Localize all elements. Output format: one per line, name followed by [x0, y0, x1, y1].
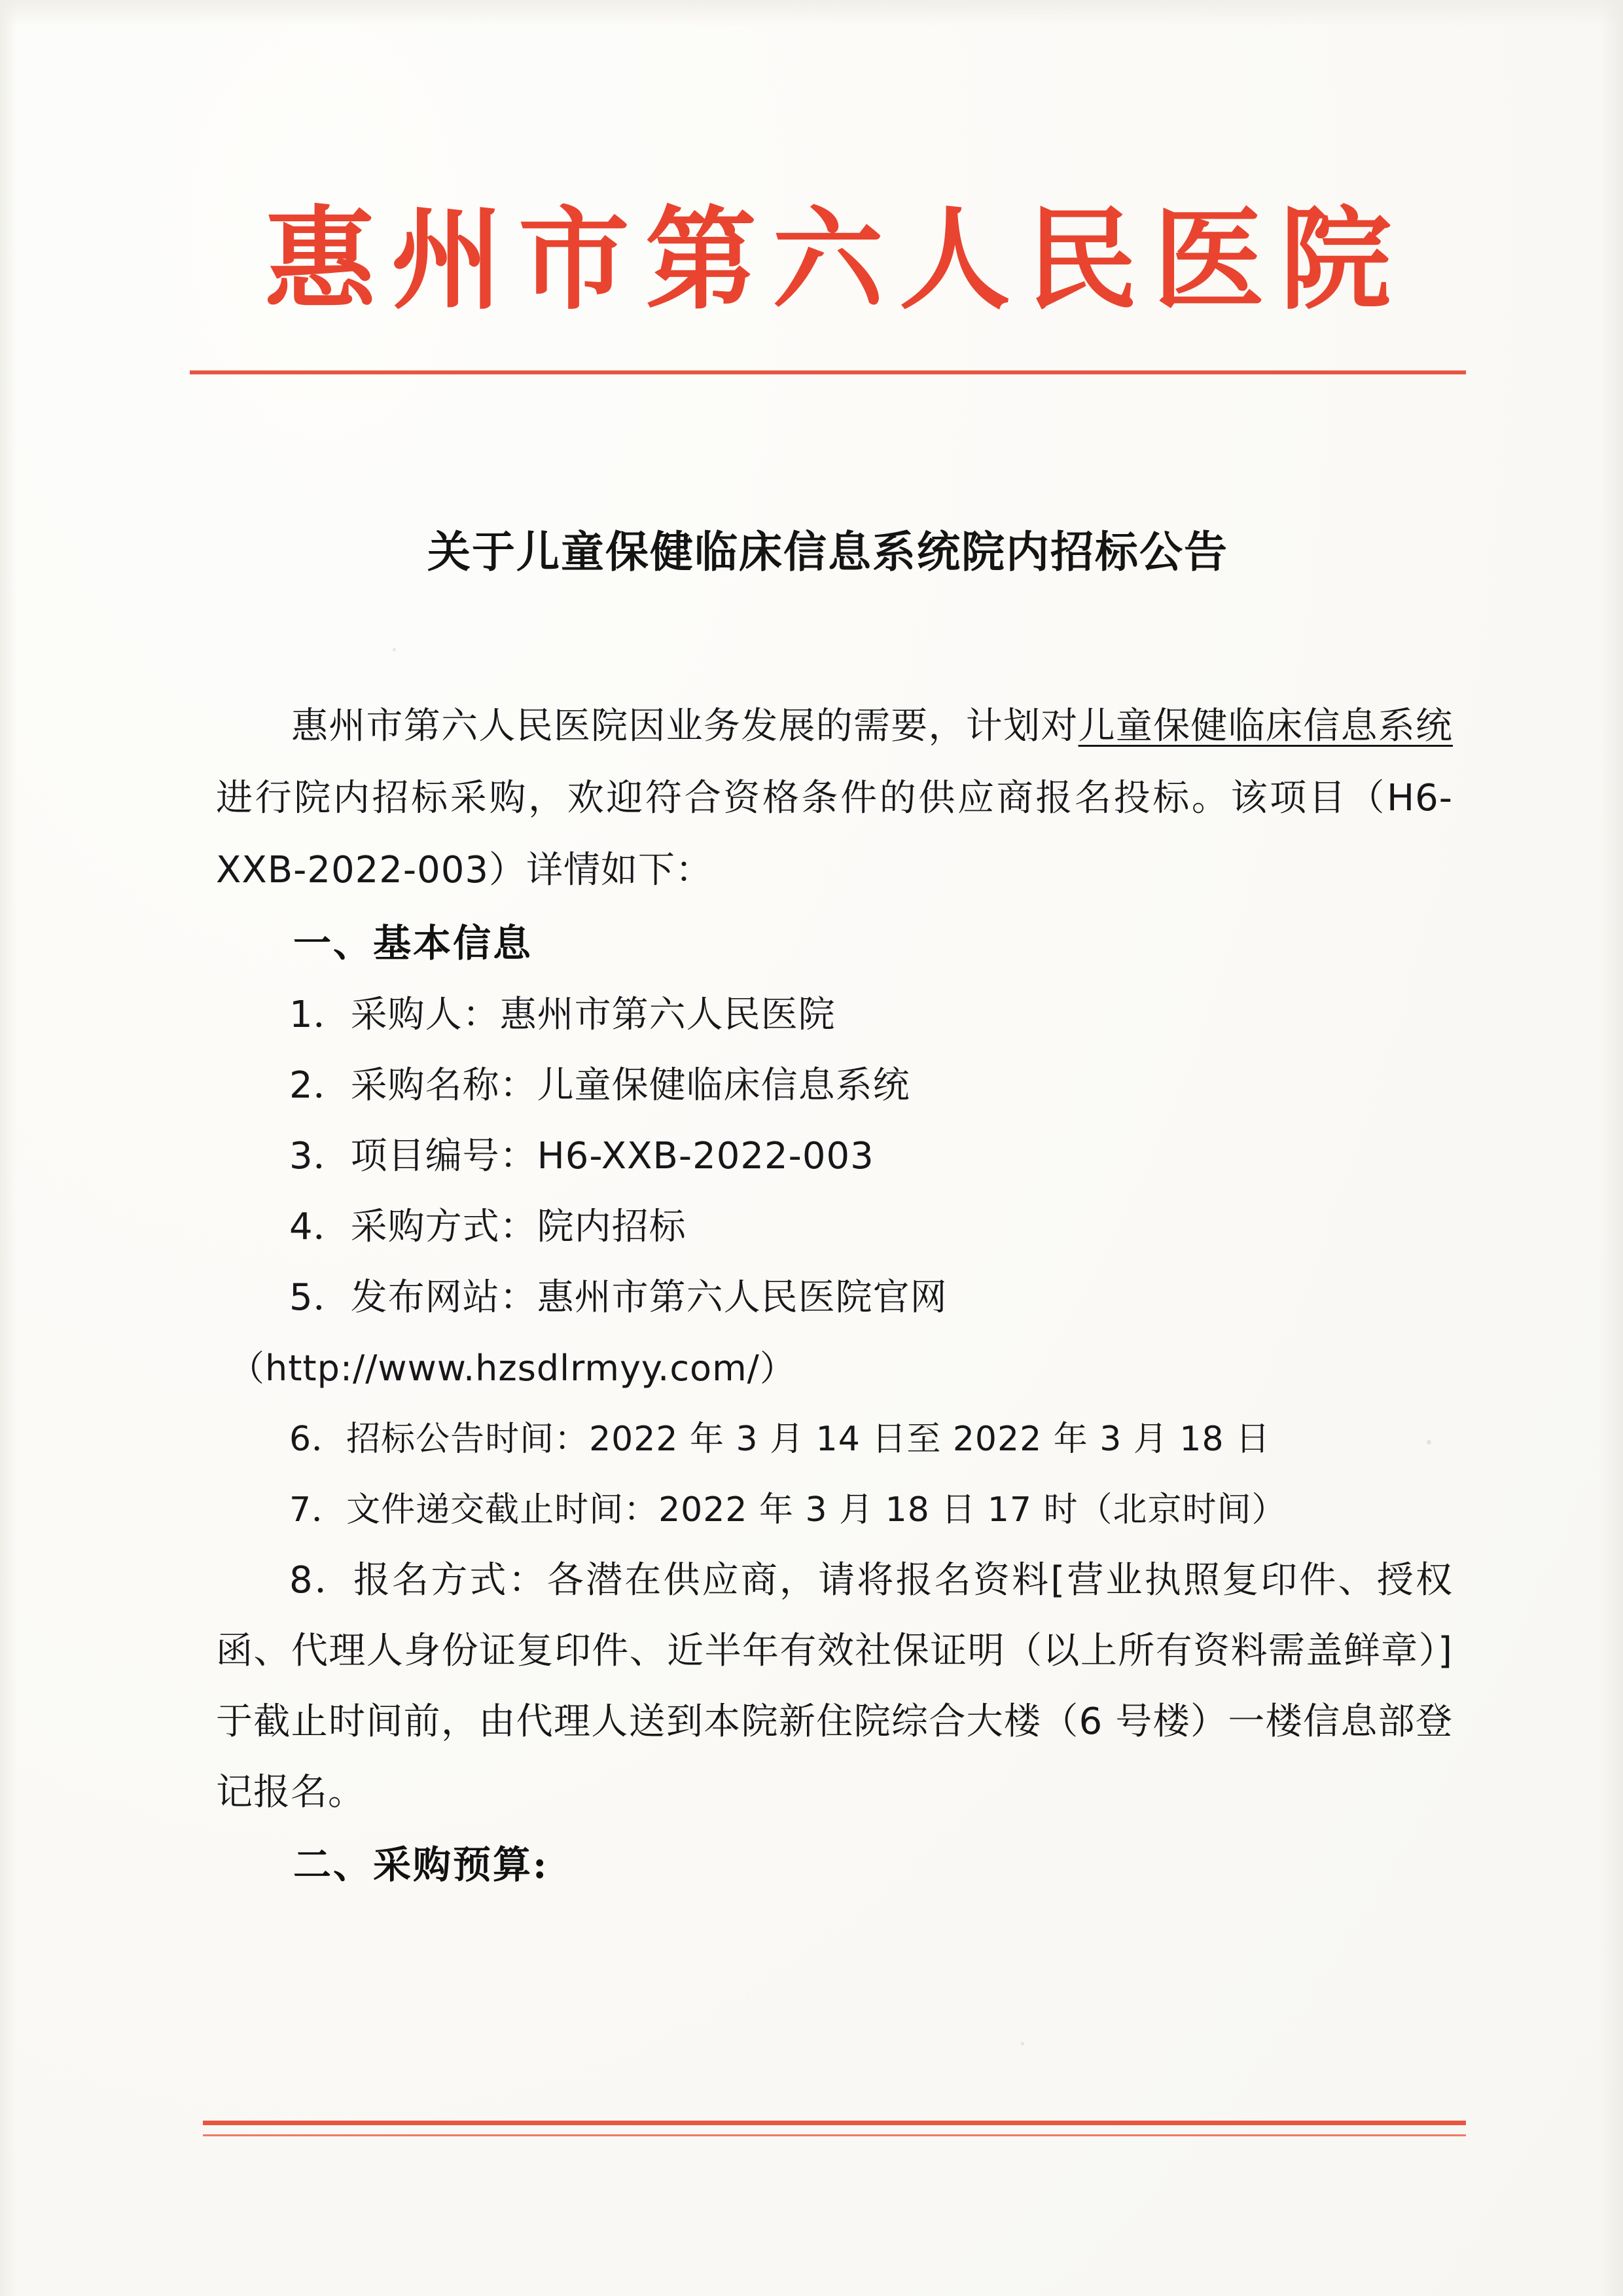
footer-divider — [203, 2121, 1466, 2136]
list-item: 2．采购名称：儿童保健临床信息系统 — [289, 1064, 910, 1107]
list-item: 4．采购方式：院内招标 — [289, 1206, 687, 1248]
website-url: （http://www.hzsdlrmyy.com/） — [229, 1348, 796, 1389]
section-heading-1: 一、基本信息 — [293, 921, 533, 965]
scan-speck — [1021, 2042, 1024, 2045]
document-body — [216, 691, 1453, 1901]
list-item: 6．招标公告时间：2022 年 3 月 14 日至 2022 年 3 月 18 日 — [289, 1420, 1271, 1459]
list-item: 5．发布网站：惠州市第六人民医院官网 — [289, 1276, 948, 1319]
intro-part2: 进行院内招标采购，欢迎符合资格条件的供应商报名投标。该项目（H6-XXB-2022-003）详情如下： — [216, 777, 1453, 891]
footer-rule-thin — [203, 2134, 1466, 2136]
intro-part1: 惠州市第六人民医院因业务发展的需要，计划对 — [291, 705, 1079, 747]
letterhead — [196, 196, 1459, 374]
list-item-registration-method: 8．报名方式：各潜在供应商，请将报名资料[营业执照复印件、授权函、代理人身份证复印件、近半年有效社保证明（以上所有资料需盖鲜章）]于截止时间前，由代理人送到本院新住院综合大楼（6 号楼）一楼信息部登记报名。 — [216, 1559, 1453, 1814]
list-item: 7．文件递交截止时间：2022 年 3 月 18 日 17 时（北京时间） — [289, 1490, 1287, 1530]
page-title: 关于儿童保健临床信息系统院内招标公告 — [427, 526, 1228, 577]
letterhead-organization: 惠州市第六人民医院 — [264, 194, 1407, 325]
intro-paragraph — [216, 691, 1453, 906]
scan-speck — [393, 648, 396, 651]
list-item: 1．采购人：惠州市第六人民医院 — [289, 994, 836, 1036]
list-item: 3．项目编号：H6-XXB-2022-003 — [289, 1135, 874, 1177]
section-heading-2: 二、采购预算: — [293, 1842, 549, 1887]
letterhead-divider — [190, 370, 1466, 374]
scan-speck — [1427, 1440, 1431, 1444]
intro-underlined-term: 儿童保健临床信息系统 — [1078, 705, 1454, 747]
footer-rule-thick — [203, 2121, 1466, 2125]
